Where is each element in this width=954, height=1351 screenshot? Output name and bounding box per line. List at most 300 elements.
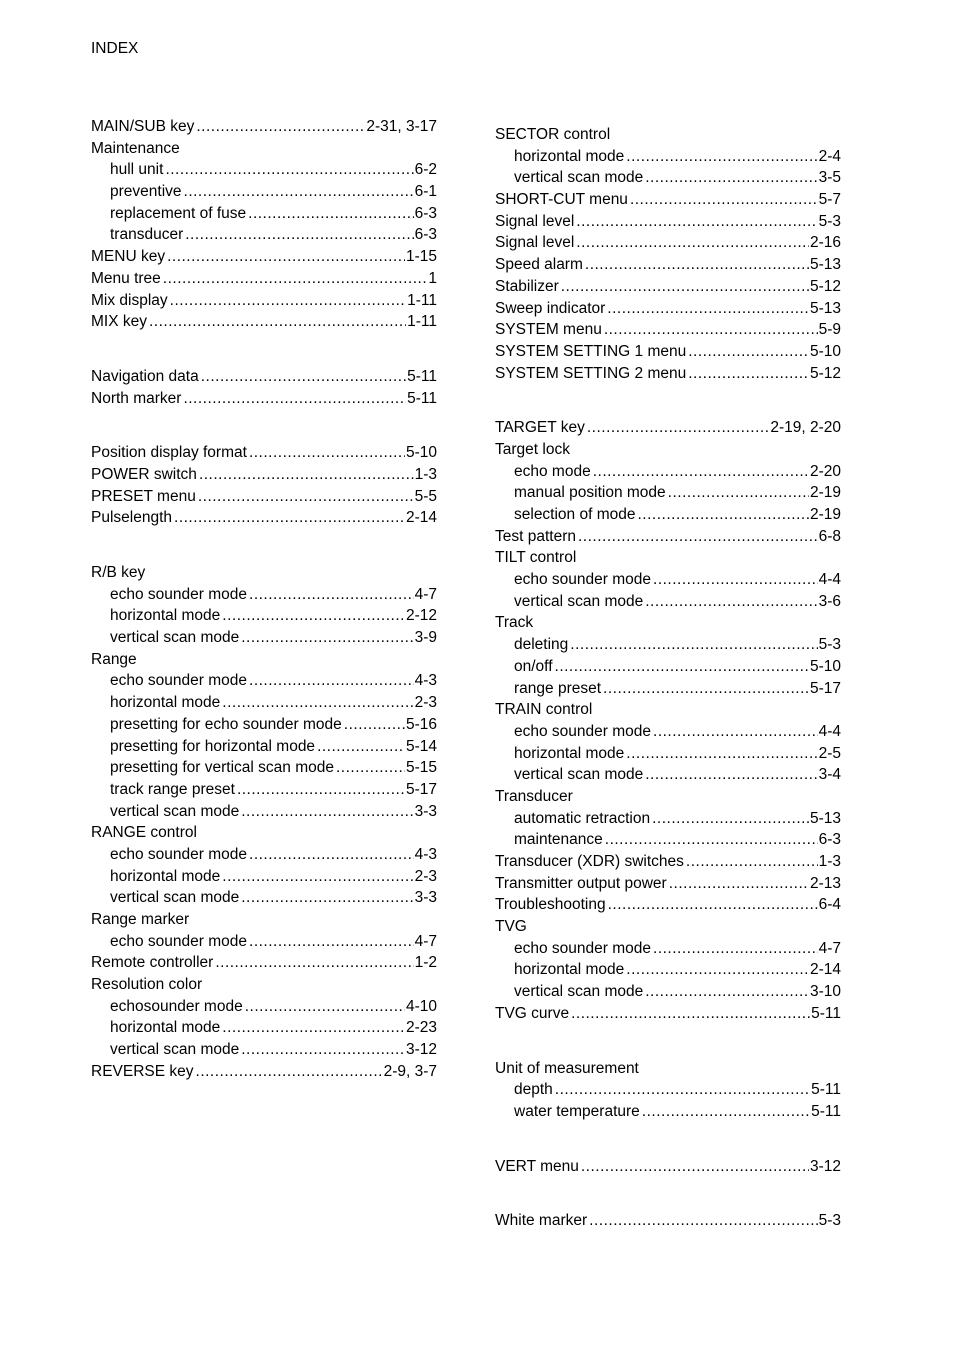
entry-term: vertical scan mode xyxy=(110,629,240,647)
index-entry xyxy=(495,1003,841,1025)
dot-leader xyxy=(570,634,817,656)
page-reference: 2-14 xyxy=(809,961,841,979)
index-entry xyxy=(91,507,437,529)
page-reference: 3-12 xyxy=(405,1041,437,1059)
dot-leader xyxy=(626,959,809,981)
entry-term: Range xyxy=(91,650,137,668)
page-reference: 5-3 xyxy=(818,636,841,654)
entry-term: Unit of measurement xyxy=(495,1059,639,1077)
page-reference: 5-15 xyxy=(405,759,437,777)
index-entry xyxy=(91,952,437,974)
index-subentry xyxy=(495,743,841,765)
page-reference: 2-19 xyxy=(809,506,841,523)
page-reference: 5-11 xyxy=(811,1004,841,1022)
dot-leader xyxy=(604,319,818,341)
index-entry xyxy=(91,822,437,844)
dot-leader xyxy=(165,159,413,181)
page-reference: 6-3 xyxy=(414,226,437,244)
index-subentry xyxy=(495,569,841,591)
entry-term: echo sounder mode xyxy=(110,932,248,950)
dot-leader xyxy=(593,461,809,483)
index-subentry xyxy=(495,764,841,786)
entry-term: Signal level xyxy=(495,212,575,230)
page-reference: 2-9, 3-7 xyxy=(383,1062,437,1080)
entry-term: Navigation data xyxy=(91,367,199,385)
dot-leader xyxy=(183,388,406,410)
dot-leader xyxy=(626,743,817,765)
index-subentry xyxy=(495,482,841,504)
dot-leader xyxy=(645,981,809,1003)
entry-term: vertical scan mode xyxy=(110,802,240,820)
index-entry xyxy=(495,124,841,146)
dot-leader xyxy=(561,276,809,298)
page-reference: 4-4 xyxy=(818,571,841,589)
index-entry xyxy=(91,464,437,486)
dot-leader xyxy=(638,504,809,526)
index-subentry xyxy=(91,605,437,627)
page-reference: 1-2 xyxy=(414,954,437,972)
index-letter-group xyxy=(91,116,437,333)
page-reference: 6-3 xyxy=(818,831,841,849)
dot-leader xyxy=(642,1101,810,1123)
index-entry xyxy=(495,526,841,548)
entry-term: TVG xyxy=(495,918,527,936)
index-entry xyxy=(91,486,437,508)
dot-leader xyxy=(249,584,414,606)
index-subentry xyxy=(495,634,841,656)
index-entry xyxy=(495,439,841,461)
entry-term: presetting for echo sounder mode xyxy=(110,715,342,733)
page-reference: 1 xyxy=(428,269,437,287)
index-entry xyxy=(91,290,437,312)
index-entry xyxy=(495,786,841,808)
entry-term: Pulselength xyxy=(91,509,173,527)
index-entry xyxy=(91,974,437,996)
index-subentry xyxy=(495,678,841,700)
index-column-left xyxy=(91,116,437,1083)
page-reference: 4-7 xyxy=(414,932,437,950)
group-gap xyxy=(495,1177,841,1210)
entry-term: Menu tree xyxy=(91,269,161,287)
index-subentry xyxy=(91,203,437,225)
entry-term: Resolution color xyxy=(91,976,203,994)
entry-term: TVG curve xyxy=(495,1004,570,1022)
index-letter-group xyxy=(495,1210,841,1232)
dot-leader xyxy=(585,254,809,276)
index-entry xyxy=(495,363,841,385)
entry-term: vertical scan mode xyxy=(514,592,644,610)
entry-term: presetting for horizontal mode xyxy=(110,737,316,755)
index-entry xyxy=(91,1061,437,1083)
entry-term: presetting for vertical scan mode xyxy=(110,759,334,777)
dot-leader xyxy=(241,1039,405,1061)
index-subentry xyxy=(91,1039,437,1061)
entry-term: Range marker xyxy=(91,911,190,928)
dot-leader xyxy=(578,526,818,548)
dot-leader xyxy=(603,678,809,700)
entry-term: selection of mode xyxy=(514,506,636,523)
index-subentry xyxy=(91,1017,437,1039)
index-entry xyxy=(495,851,841,873)
index-subentry xyxy=(495,938,841,960)
dot-leader xyxy=(222,605,405,627)
dot-leader xyxy=(249,931,414,953)
entry-term: Mix display xyxy=(91,291,168,309)
index-entry xyxy=(495,189,841,211)
dot-leader xyxy=(201,366,406,388)
index-subentry xyxy=(91,627,437,649)
dot-leader xyxy=(576,211,817,233)
entry-term: replacement of fuse xyxy=(110,204,247,222)
index-entry xyxy=(495,547,841,569)
entry-term: SYSTEM menu xyxy=(495,321,602,339)
page-reference: 6-1 xyxy=(414,183,437,201)
page-reference: 5-12 xyxy=(809,277,841,295)
dot-leader xyxy=(167,246,405,268)
entry-term: horizontal mode xyxy=(110,607,221,625)
index-subentry xyxy=(495,721,841,743)
page-reference: 2-19, 2-20 xyxy=(770,419,841,437)
index-subentry xyxy=(495,591,841,613)
index-entry xyxy=(91,138,437,160)
index-entry xyxy=(91,388,437,410)
entry-term: horizontal mode xyxy=(514,147,625,165)
index-entry xyxy=(495,254,841,276)
entry-term: Test pattern xyxy=(495,527,576,545)
entry-term: TILT control xyxy=(495,549,577,567)
entry-term: horizontal mode xyxy=(514,961,625,979)
index-letter-group xyxy=(495,1058,841,1123)
dot-leader xyxy=(185,224,413,246)
entry-term: horizontal mode xyxy=(110,867,221,885)
page-reference: 3-3 xyxy=(414,889,437,907)
entry-term: R/B key xyxy=(91,564,146,581)
entry-term: North marker xyxy=(91,389,182,407)
index-entry xyxy=(91,268,437,290)
index-subentry xyxy=(495,167,841,189)
entry-term: echo sounder mode xyxy=(110,672,248,690)
page-reference: 2-16 xyxy=(809,234,841,252)
index-subentry xyxy=(495,808,841,830)
index-subentry xyxy=(91,757,437,779)
entry-term: SHORT-CUT menu xyxy=(495,191,628,209)
index-entry xyxy=(495,1058,841,1080)
entry-term: vertical scan mode xyxy=(110,889,240,907)
entry-term: TARGET key xyxy=(495,419,585,437)
index-entry xyxy=(495,699,841,721)
index-subentry xyxy=(495,981,841,1003)
index-entry xyxy=(91,116,437,138)
dot-leader xyxy=(245,996,405,1018)
entry-term: REVERSE key xyxy=(91,1062,194,1080)
entry-term: horizontal mode xyxy=(110,694,221,712)
index-subentry xyxy=(495,461,841,483)
index-subentry xyxy=(91,670,437,692)
index-subentry xyxy=(91,736,437,758)
index-subentry xyxy=(495,1079,841,1101)
page-reference: 5-11 xyxy=(407,389,437,407)
index-letter-group xyxy=(91,562,437,1083)
entry-term: MENU key xyxy=(91,248,166,266)
dot-leader xyxy=(344,714,405,736)
entry-term: VERT menu xyxy=(495,1157,579,1175)
index-letter-group xyxy=(91,442,437,529)
page-reference: 2-3 xyxy=(414,867,437,885)
group-gap xyxy=(495,1025,841,1058)
dot-leader xyxy=(163,268,428,290)
entry-term: Remote controller xyxy=(91,954,214,972)
index-entry xyxy=(91,311,437,333)
page-reference: 2-13 xyxy=(809,874,841,892)
dot-leader xyxy=(555,1079,810,1101)
page-reference: 2-5 xyxy=(818,744,841,762)
page-reference: 5-3 xyxy=(818,1212,841,1230)
page-reference: 1-3 xyxy=(818,853,841,870)
dot-leader xyxy=(196,116,365,138)
index-entry xyxy=(495,417,841,439)
index-entry xyxy=(495,612,841,634)
page-reference: 1-3 xyxy=(414,465,437,483)
dot-leader xyxy=(626,146,817,168)
dot-leader xyxy=(607,298,809,320)
dot-leader xyxy=(149,311,406,333)
group-gap xyxy=(495,384,841,417)
page-reference: 2-23 xyxy=(405,1019,437,1037)
entry-term: vertical scan mode xyxy=(110,1041,240,1059)
page-reference: 5-13 xyxy=(809,809,841,827)
index-entry xyxy=(91,442,437,464)
page-reference: 5-10 xyxy=(809,342,841,360)
page-reference: 2-12 xyxy=(405,607,437,625)
dot-leader xyxy=(241,801,413,823)
entry-term: water temperature xyxy=(514,1102,640,1120)
page-reference: 4-10 xyxy=(405,997,437,1015)
dot-leader xyxy=(222,866,413,888)
page-reference: 1-11 xyxy=(407,291,437,309)
dot-leader xyxy=(184,181,414,203)
page-reference: 5-13 xyxy=(809,299,841,317)
entry-term: horizontal mode xyxy=(110,1019,221,1037)
page-reference: 5-11 xyxy=(811,1081,841,1099)
entry-term: track range preset xyxy=(110,780,235,798)
index-entry xyxy=(495,298,841,320)
index-entry xyxy=(495,873,841,895)
entry-term: SYSTEM SETTING 2 menu xyxy=(495,364,687,382)
index-entry xyxy=(91,649,437,671)
page-reference: 4-4 xyxy=(818,722,841,740)
dot-leader xyxy=(317,736,405,758)
index-entry xyxy=(91,909,437,931)
index-entry xyxy=(495,1210,841,1232)
index-subentry xyxy=(495,1101,841,1123)
entry-term: Transducer xyxy=(495,787,573,805)
entry-term: MIX key xyxy=(91,313,147,331)
entry-term: Signal level xyxy=(495,234,575,252)
index-subentry xyxy=(91,931,437,953)
entry-term: on/off xyxy=(514,657,553,675)
dot-leader xyxy=(241,627,413,649)
index-entry xyxy=(495,319,841,341)
dot-leader xyxy=(571,1003,810,1025)
page-reference: 5-9 xyxy=(818,321,841,339)
dot-leader xyxy=(686,851,818,873)
index-letter-group xyxy=(91,366,437,409)
page-reference: 4-3 xyxy=(414,845,437,863)
entry-term: vertical scan mode xyxy=(514,169,644,187)
index-subentry xyxy=(91,224,437,246)
page-reference: 2-20 xyxy=(809,462,841,480)
entry-term: Transducer (XDR) switches xyxy=(495,853,684,870)
page-reference: 4-3 xyxy=(414,672,437,690)
index-subentry xyxy=(91,181,437,203)
index-letter-group xyxy=(495,124,841,384)
index-subentry xyxy=(495,959,841,981)
dot-leader xyxy=(653,938,818,960)
page-reference: 5-12 xyxy=(809,364,841,382)
index-entry xyxy=(91,246,437,268)
dot-leader xyxy=(688,363,809,385)
page-reference: 3-6 xyxy=(818,592,841,610)
entry-term: SYSTEM SETTING 1 menu xyxy=(495,342,687,360)
page-reference: 3-10 xyxy=(809,983,841,1001)
entry-term: range preset xyxy=(514,679,602,697)
index-entry xyxy=(91,562,437,584)
entry-term: depth xyxy=(514,1081,553,1099)
entry-term: echo sounder mode xyxy=(110,585,248,603)
index-subentry xyxy=(91,779,437,801)
page-reference: 1-15 xyxy=(405,248,437,266)
page-reference: 5-10 xyxy=(405,444,437,462)
entry-term: Stabilizer xyxy=(495,277,559,295)
index-entry xyxy=(495,211,841,233)
page-reference: 5-14 xyxy=(405,737,437,755)
index-subentry xyxy=(91,159,437,181)
page-reference: 5-17 xyxy=(809,679,841,697)
page-reference: 3-12 xyxy=(809,1157,841,1175)
dot-leader xyxy=(336,757,405,779)
page-reference: 5-11 xyxy=(407,367,437,385)
entry-term: Transmitter output power xyxy=(495,874,667,892)
dot-leader xyxy=(645,167,817,189)
page-reference: 2-14 xyxy=(405,509,437,527)
dot-leader xyxy=(199,464,414,486)
page-reference: 3-5 xyxy=(818,169,841,187)
entry-term: PRESET menu xyxy=(91,487,196,505)
dot-leader xyxy=(608,894,818,916)
entry-term: TRAIN control xyxy=(495,701,593,719)
entry-term: Position display format xyxy=(91,444,247,462)
dot-leader xyxy=(196,1061,383,1083)
entry-term: vertical scan mode xyxy=(514,766,644,784)
index-subentry xyxy=(91,801,437,823)
entry-term: RANGE control xyxy=(91,824,197,842)
page-reference: 5-17 xyxy=(405,780,437,798)
page-reference: 5-7 xyxy=(818,191,841,209)
entry-term: Sweep indicator xyxy=(495,299,606,317)
dot-leader xyxy=(587,417,769,439)
dot-leader xyxy=(630,189,818,211)
page-reference: 2-4 xyxy=(818,147,841,165)
page-reference: 3-3 xyxy=(414,802,437,820)
dot-leader xyxy=(576,232,809,254)
index-letter-group xyxy=(495,1156,841,1178)
index-subentry xyxy=(91,887,437,909)
page-reference: 2-3 xyxy=(414,694,437,712)
entry-term: horizontal mode xyxy=(514,744,625,762)
index-subentry xyxy=(495,829,841,851)
index-subentry xyxy=(495,504,841,526)
page-reference: 6-4 xyxy=(818,896,841,914)
dot-leader xyxy=(652,808,809,830)
entry-term: echo sounder mode xyxy=(514,571,652,589)
entry-term: deleting xyxy=(514,636,569,654)
page-reference: 2-31, 3-17 xyxy=(366,118,437,135)
page-reference: 5-3 xyxy=(818,212,841,230)
page-reference: 5-5 xyxy=(414,487,437,505)
dot-leader xyxy=(581,1156,809,1178)
dot-leader xyxy=(222,1017,405,1039)
index-subentry xyxy=(91,844,437,866)
group-gap xyxy=(91,409,437,442)
dot-leader xyxy=(669,873,809,895)
dot-leader xyxy=(249,442,405,464)
entry-term: echo mode xyxy=(514,462,591,480)
entry-term: Track xyxy=(495,614,534,632)
page-reference: 3-9 xyxy=(414,629,437,647)
index-entry xyxy=(495,276,841,298)
entry-term: echosounder mode xyxy=(110,997,243,1015)
index-subentry xyxy=(495,146,841,168)
dot-leader xyxy=(237,779,405,801)
group-gap xyxy=(495,1123,841,1156)
page-reference: 2-19 xyxy=(809,484,841,502)
dot-leader xyxy=(645,591,817,613)
entry-term: MAIN/SUB key xyxy=(91,118,195,135)
page-reference: 1-11 xyxy=(407,313,437,331)
dot-leader xyxy=(653,721,818,743)
index-letter-group xyxy=(495,417,841,1024)
entry-term: automatic retraction xyxy=(514,809,651,827)
index-subentry xyxy=(91,584,437,606)
index-column-right xyxy=(495,124,841,1232)
entry-term: Target lock xyxy=(495,440,570,458)
dot-leader xyxy=(688,341,809,363)
dot-leader xyxy=(653,569,818,591)
index-entry xyxy=(495,916,841,938)
index-entry xyxy=(495,1156,841,1178)
index-subentry xyxy=(91,996,437,1018)
page-reference: 5-11 xyxy=(811,1102,841,1120)
entry-term: echo sounder mode xyxy=(514,722,652,740)
entry-term: vertical scan mode xyxy=(514,983,644,1001)
dot-leader xyxy=(555,656,809,678)
dot-leader xyxy=(249,844,414,866)
entry-term: SECTOR control xyxy=(495,126,611,143)
dot-leader xyxy=(645,764,817,786)
dot-leader xyxy=(668,482,809,504)
dot-leader xyxy=(198,486,414,508)
entry-term: hull unit xyxy=(110,161,164,179)
page-reference: 5-10 xyxy=(809,657,841,675)
page-reference: 4-7 xyxy=(818,939,841,957)
page-reference: 6-2 xyxy=(414,161,437,179)
running-header: INDEX xyxy=(91,40,139,57)
entry-term: maintenance xyxy=(514,831,603,849)
dot-leader xyxy=(605,829,818,851)
dot-leader xyxy=(222,692,413,714)
page-reference: 6-8 xyxy=(818,527,841,545)
entry-term: echo sounder mode xyxy=(514,939,652,957)
